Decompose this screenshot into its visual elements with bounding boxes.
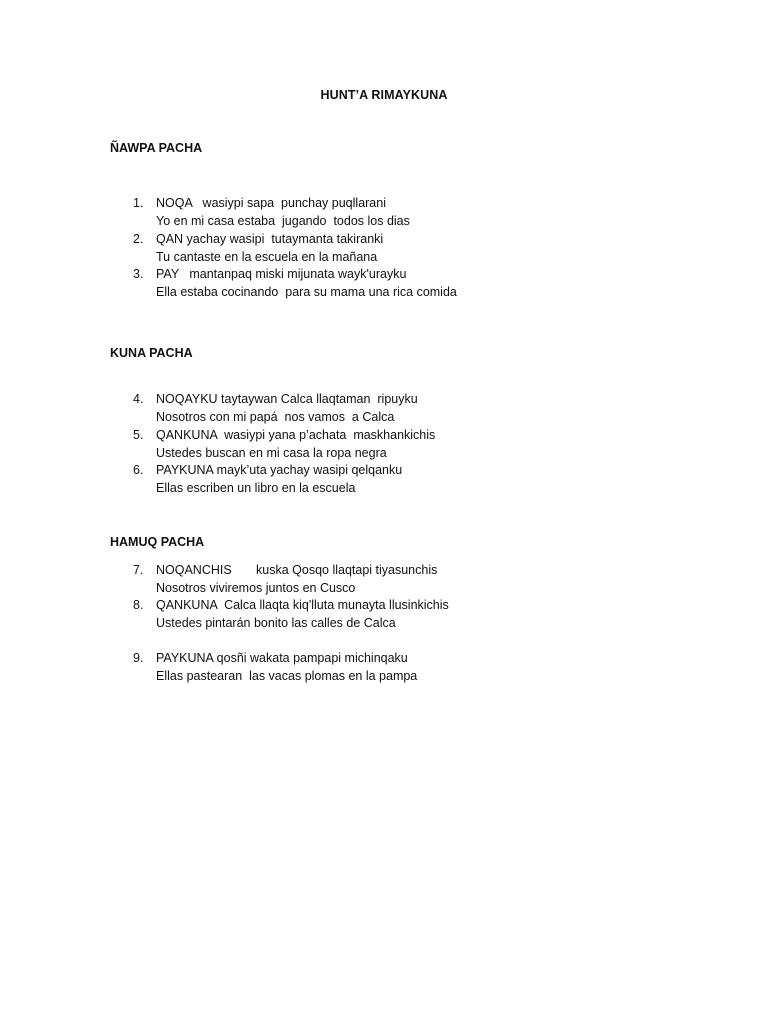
quechua-sentence: NOQA wasiypi sapa punchay puqllarani bbox=[156, 196, 386, 210]
section-heading-nawpa-pacha: ÑAWPA PACHA bbox=[110, 141, 203, 155]
spanish-translation: Ella estaba cocinando para su mama una rica comida bbox=[156, 285, 457, 299]
spanish-translation: Yo en mi casa estaba jugando todos los dias bbox=[156, 214, 410, 228]
spanish-translation: Nosotros viviremos juntos en Cusco bbox=[156, 581, 356, 595]
spanish-translation: Ustedes buscan en mi casa la ropa negra bbox=[156, 446, 387, 460]
item-number: 6. bbox=[133, 463, 144, 477]
quechua-sentence: QAN yachay wasipi tutaymanta takiranki bbox=[156, 232, 384, 246]
spanish-translation: Tu cantaste en la escuela en la mañana bbox=[156, 250, 378, 264]
list-item bbox=[133, 561, 693, 597]
item-number: 3. bbox=[133, 267, 144, 281]
list-item bbox=[133, 461, 693, 497]
spanish-translation: Ustedes pintarán bonito las calles de Calca bbox=[156, 616, 396, 630]
spanish-translation: Nosotros con mi papá nos vamos a Calca bbox=[156, 410, 395, 424]
item-number: 2. bbox=[133, 232, 144, 246]
quechua-sentence: NOQAYKU taytaywan Calca llaqtaman ripuyku bbox=[156, 392, 418, 406]
list-item bbox=[133, 265, 693, 301]
section-heading-kuna-pacha: KUNA PACHA bbox=[110, 346, 193, 360]
list-item bbox=[133, 230, 693, 266]
item-number: 5. bbox=[133, 428, 144, 442]
list-item bbox=[133, 390, 693, 426]
list-item bbox=[133, 194, 693, 230]
quechua-sentence: QANKUNA Calca llaqta kiq'lluta munayta llusinkichis bbox=[156, 598, 449, 612]
item-number: 4. bbox=[133, 392, 144, 406]
item-number: 8. bbox=[133, 598, 144, 612]
item-number: 9. bbox=[133, 651, 144, 665]
quechua-sentence: PAYKUNA qosñi wakata pampapi michinqaku bbox=[156, 651, 408, 665]
quechua-sentence: QANKUNA wasiypi yana p’achata maskhankichis bbox=[156, 428, 436, 442]
section-heading-hamuq-pacha: HAMUQ PACHA bbox=[110, 535, 205, 549]
spanish-translation: Ellas escriben un libro en la escuela bbox=[156, 481, 356, 495]
list-item bbox=[133, 596, 693, 632]
page-title: HUNT’A RIMAYKUNA bbox=[320, 88, 448, 102]
item-number: 7. bbox=[133, 563, 144, 577]
list-item bbox=[133, 426, 693, 462]
item-number: 1. bbox=[133, 196, 144, 210]
quechua-sentence: PAYKUNA mayk’uta yachay wasipi qelqanku bbox=[156, 463, 403, 477]
quechua-sentence: PAY mantanpaq miski mijunata wayk'urayku bbox=[156, 267, 407, 281]
quechua-sentence: NOQANCHIS kuska Qosqo llaqtapi tiyasunchis bbox=[156, 563, 438, 577]
list-item bbox=[133, 649, 693, 685]
spanish-translation: Ellas pastearan las vacas plomas en la pampa bbox=[156, 669, 418, 683]
